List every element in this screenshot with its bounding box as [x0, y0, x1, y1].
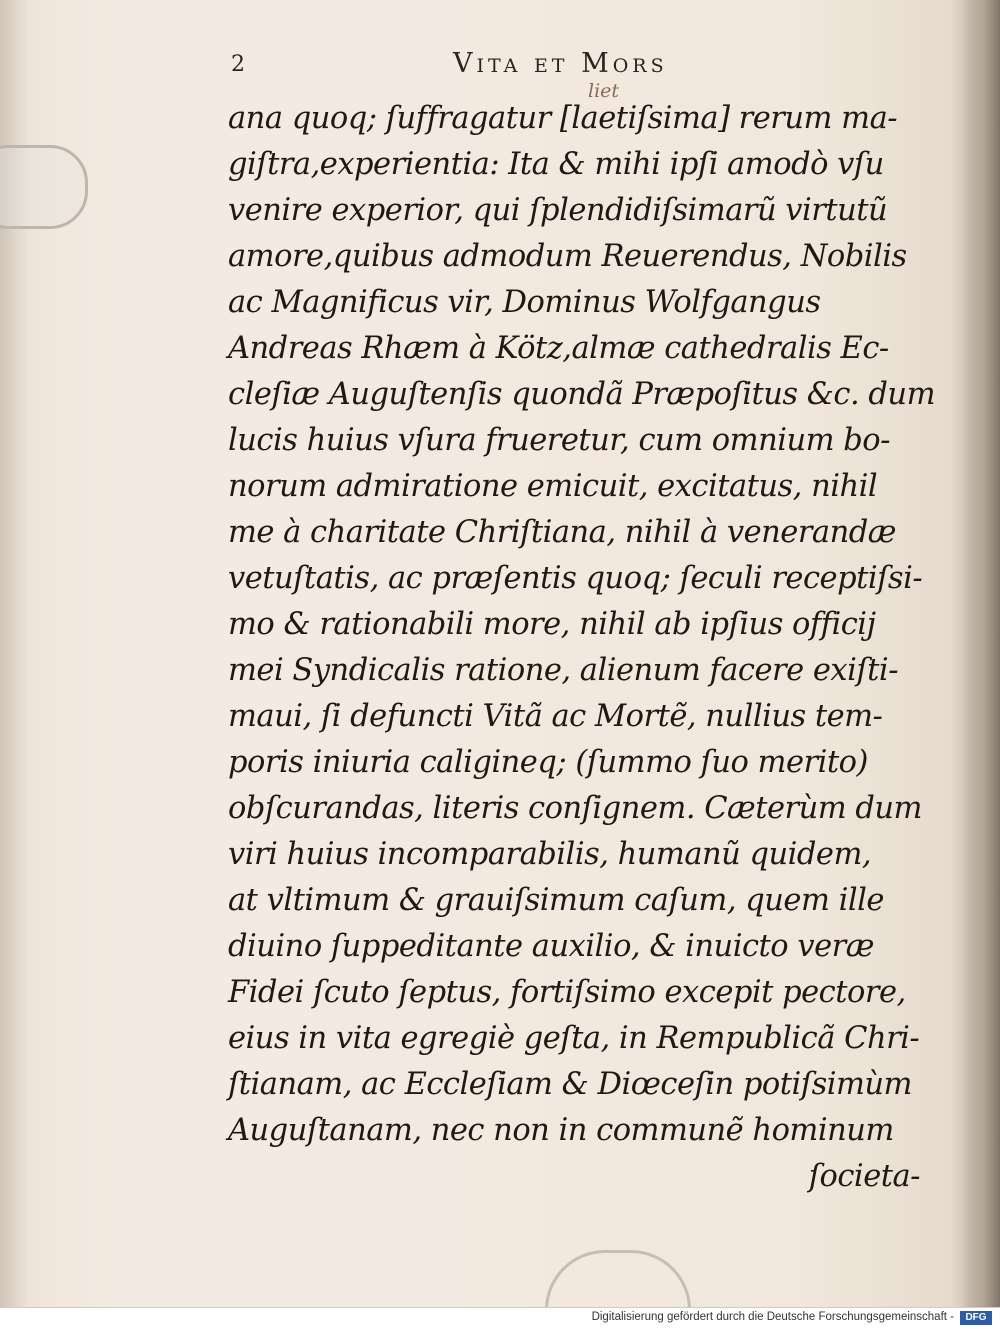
- page-right-edge-shadow: [962, 0, 1000, 1308]
- text-line: obſcurandas, literis conſignem. Cæterùm dum: [228, 791, 922, 826]
- text-line: ana quoq; ſuffragatur [laetiſsima] rerum ma-: [228, 101, 898, 136]
- paper-clip-shadow: [0, 145, 88, 229]
- text-line: giſtra,experientia: Ita & mihi ipſi amodò vſu: [228, 147, 884, 182]
- digitization-footer: [0, 1307, 1000, 1329]
- text-line: viri huius incomparabilis, humanũ quidem,: [228, 837, 872, 872]
- text-line: maui, ſi defuncti Vitã ac Mortẽ, nullius tem-: [228, 699, 883, 734]
- text-line: at vltimum & grauiſsimum caſum, quem ille: [228, 883, 884, 918]
- text-line: amore,quibus admodum Reuerendus, Nobilis: [228, 239, 907, 274]
- text-line: lucis huius vſura frueretur, cum omnium bo-: [228, 423, 890, 458]
- text-line: Andreas Rhæm à Kötz,almæ cathedralis Ec-: [228, 331, 889, 366]
- page-header: [225, 44, 925, 84]
- text-line: vetuſtatis, ac præſentis quoq; ſeculi receptiſsi-: [228, 561, 923, 596]
- body-text: [228, 96, 940, 1200]
- running-title: Vita et Mors: [453, 48, 668, 79]
- text-line: mei Syndicalis ratione, alienum facere exiſti-: [228, 653, 898, 688]
- text-line: norum admiratione emicuit, excitatus, nihil: [228, 469, 878, 504]
- text-line: poris iniuria caligineq; (ſummo ſuo merito): [228, 745, 868, 780]
- text-line: diuino ſuppeditante auxilio, & inuicto veræ: [228, 929, 874, 964]
- text-line: mo & rationabili more, nihil ab ipſius officij: [228, 607, 876, 642]
- handwritten-annotation: liet: [588, 80, 620, 102]
- text-line: me à charitate Chriſtiana, nihil à venerandæ: [228, 515, 896, 550]
- catchword: ſocieta-: [808, 1159, 920, 1194]
- text-line: ſtianam, ac Eccleſiam & Diœceſin potiſsimùm: [228, 1067, 912, 1102]
- text-line: ac Magnificus vir, Dominus Wolfgangus: [228, 285, 821, 320]
- text-line: Auguſtanam, nec non in communẽ hominum: [228, 1113, 894, 1148]
- text-line: venire experior, qui ſplendidiſsimarũ virtutũ: [228, 193, 888, 228]
- text-line: eius in vita egregiè geſta, in Rempublicã Chri-: [228, 1021, 920, 1056]
- dfg-logo: DFG: [960, 1311, 992, 1325]
- page-number: 2: [231, 52, 245, 77]
- text-line: cleſiæ Auguſtenſis quondã Præpoſitus &c. dum: [228, 377, 935, 412]
- text-line: Fidei ſcuto ſeptus, fortiſsimo excepit pectore,: [228, 975, 906, 1010]
- funding-credit: Digitalisierung gefördert durch die Deutsche Forschungsgemeinschaft -: [591, 1311, 954, 1323]
